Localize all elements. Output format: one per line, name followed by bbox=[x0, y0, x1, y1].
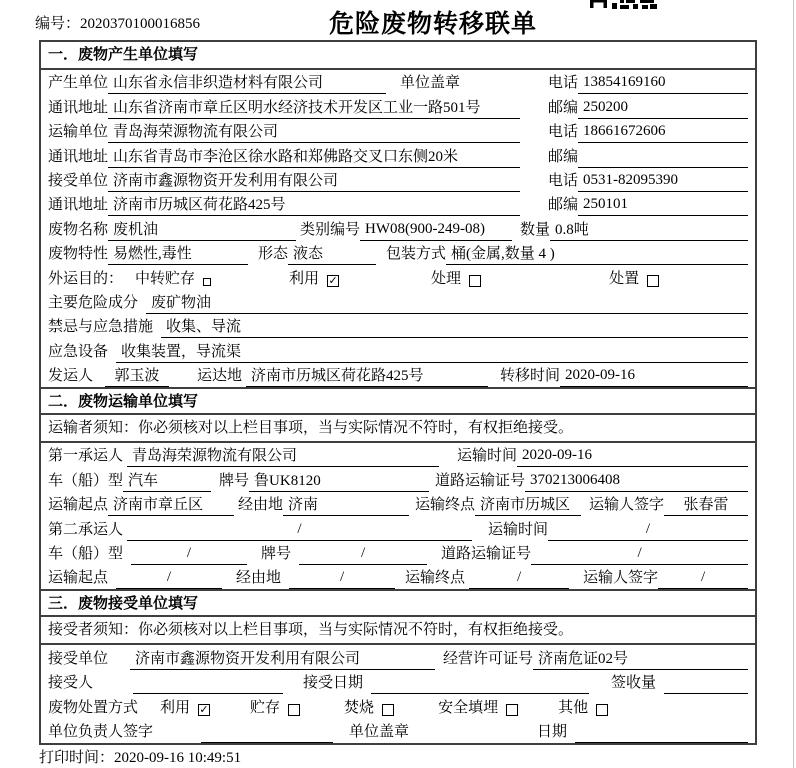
origin1-label: 运输起点 bbox=[48, 497, 109, 514]
transporter-phone-label: 电话 bbox=[547, 124, 578, 141]
transfer-time-value: 2020-09-16 bbox=[560, 367, 748, 387]
row-carrier-2 bbox=[41, 516, 755, 540]
sign-quantity-value bbox=[664, 674, 748, 694]
destination-value: 济南市历城区荷花路425号 bbox=[246, 364, 488, 387]
hazard-component-value: 废矿物油 bbox=[146, 291, 748, 314]
producer-zip-label: 邮编 bbox=[547, 99, 578, 116]
purpose-option-treat bbox=[431, 267, 481, 290]
receiver-phone-value: 0531-82095390 bbox=[578, 172, 748, 192]
print-time-value: 2020-09-16 10:49:51 bbox=[114, 750, 242, 766]
row-route-1 bbox=[41, 492, 755, 516]
plate1-value: 鲁UK8120 bbox=[249, 469, 429, 492]
end2-value: / bbox=[469, 569, 569, 589]
license-label: 经营许可证号 bbox=[443, 650, 534, 667]
row-transporter bbox=[41, 119, 755, 143]
sign2-label: 运输人签字 bbox=[583, 570, 659, 587]
page-title: 危险废物转移联单 bbox=[328, 11, 538, 38]
transport-time1-label: 运输时间 bbox=[457, 448, 518, 465]
packing-value: 桶(金属,数量 4 ) bbox=[446, 242, 748, 265]
transporter-zip-value bbox=[578, 148, 748, 168]
via1-value: 济南 bbox=[283, 493, 409, 516]
plate2-label: 牌号 bbox=[261, 546, 292, 563]
transporter-unit-value: 青岛海荣源物流有限公司 bbox=[108, 120, 520, 143]
purpose-treat-checkbox bbox=[469, 275, 481, 287]
carrier1-value: 青岛海荣源物流有限公司 bbox=[127, 444, 439, 467]
end2-label: 运输终点 bbox=[405, 570, 466, 587]
emergency-equipment-label: 应急设备 bbox=[48, 343, 109, 360]
vehicle1-value: 汽车 bbox=[123, 469, 211, 492]
acceptor-label: 接受人 bbox=[48, 675, 94, 692]
quantity-value: 0.8吨 bbox=[550, 218, 748, 241]
disposal-burn-label: 焚烧 bbox=[344, 699, 375, 716]
row-producer bbox=[41, 70, 755, 94]
accept-unit-value: 济南市鑫源物资开发利用有限公司 bbox=[130, 647, 435, 670]
row-transfer-purpose bbox=[41, 265, 755, 289]
plate1-label: 牌号 bbox=[219, 472, 250, 489]
carrier2-value: / bbox=[127, 521, 472, 541]
doc-number-label: 编号： bbox=[35, 16, 81, 32]
permit2-value: / bbox=[531, 545, 748, 565]
transporter-address-value: 山东省青岛市李沧区徐水路和郑佛路交叉口东侧20米 bbox=[108, 145, 520, 168]
category-code-value: HW08(900-249-08) bbox=[360, 221, 512, 241]
transport-time2-value: / bbox=[548, 521, 748, 541]
producer-unit-label: 产生单位 bbox=[48, 75, 109, 92]
receiver-address-value: 济南市历城区荷花路425号 bbox=[108, 193, 520, 216]
disposal-option-landfill bbox=[438, 696, 518, 719]
vehicle2-value: / bbox=[131, 545, 247, 565]
origin2-value: / bbox=[116, 569, 222, 589]
vehicle2-label: 车（船）型 bbox=[48, 546, 124, 563]
packing-label: 包装方式 bbox=[386, 246, 447, 263]
row-disposal-method bbox=[41, 694, 755, 718]
permit1-label: 道路运输证号 bbox=[435, 472, 526, 489]
form-value: 液态 bbox=[288, 242, 376, 265]
print-time-label: 打印时间： bbox=[39, 750, 115, 766]
purpose-dispose-checkbox bbox=[647, 275, 659, 287]
producer-unit-value: 山东省永信非织造材料有限公司 bbox=[108, 71, 386, 94]
vehicle1-label: 车（船）型 bbox=[48, 472, 124, 489]
row-carrier-1 bbox=[41, 443, 755, 467]
row-acceptor bbox=[41, 670, 755, 694]
sign1-label: 运输人签字 bbox=[589, 497, 665, 514]
acceptor-value bbox=[133, 674, 283, 694]
row-receiver bbox=[41, 168, 755, 192]
section-1-title: 一．废物产生单位填写 bbox=[41, 42, 755, 70]
transport-time1-value: 2020-09-16 bbox=[517, 447, 748, 467]
manifest-form bbox=[39, 40, 757, 745]
end1-label: 运输终点 bbox=[415, 497, 476, 514]
disposal-other-checkbox bbox=[596, 704, 608, 716]
date-value bbox=[575, 723, 748, 743]
leader-sign-value bbox=[201, 723, 333, 743]
shipper-value: 郭玉波 bbox=[105, 364, 169, 387]
row-leader-sign bbox=[41, 719, 755, 743]
row-producer-address bbox=[41, 94, 755, 118]
disposal-option-use bbox=[160, 696, 210, 719]
plate2-value: / bbox=[299, 545, 427, 565]
carrier1-label: 第一承运人 bbox=[48, 448, 124, 465]
receiver-zip-value: 250101 bbox=[578, 196, 748, 216]
unit-seal-label: 单位盖章 bbox=[400, 75, 461, 92]
receiver-unit-label: 接受单位 bbox=[48, 172, 109, 189]
receiver-zip-label: 邮编 bbox=[547, 197, 578, 214]
purpose-option-use bbox=[289, 267, 339, 290]
purpose-dispose-label: 处置 bbox=[609, 270, 640, 287]
row-transporter-address bbox=[41, 143, 755, 167]
doc-number-value: 2020370100016856 bbox=[80, 16, 201, 32]
row-route-2 bbox=[41, 565, 755, 589]
print-time bbox=[39, 746, 241, 767]
disposal-other-label: 其他 bbox=[558, 699, 589, 716]
via2-value: / bbox=[289, 569, 395, 589]
end1-value: 济南市历城区 bbox=[475, 493, 581, 516]
form-label: 形态 bbox=[258, 246, 289, 263]
transporter-phone-value: 18661672606 bbox=[578, 123, 748, 143]
disposal-use-label: 利用 bbox=[160, 699, 191, 716]
accept-date-value bbox=[371, 674, 589, 694]
destination-label: 运达地 bbox=[197, 368, 243, 385]
purpose-storage-label: 中转贮存 bbox=[135, 270, 196, 287]
via2-label: 经由地 bbox=[236, 570, 282, 587]
row-accept-unit bbox=[41, 645, 755, 669]
date-label: 日期 bbox=[537, 723, 568, 740]
producer-address-value: 山东省济南市章丘区明水经济技术开发区工业一路501号 bbox=[108, 96, 520, 119]
section-2-title: 二．废物运输单位填写 bbox=[41, 387, 755, 415]
purpose-option-dispose bbox=[609, 267, 659, 290]
receiver-unit-value: 济南市鑫源物资开发利用有限公司 bbox=[108, 169, 520, 192]
waste-character-value: 易燃性,毒性 bbox=[108, 242, 248, 265]
receiver-phone-label: 电话 bbox=[547, 172, 578, 189]
producer-phone-label: 电话 bbox=[547, 75, 578, 92]
waste-name-value: 废机油 bbox=[108, 218, 296, 241]
row-hazard-component bbox=[41, 290, 755, 314]
disposal-method-label: 废物处置方式 bbox=[48, 699, 139, 716]
origin1-value: 济南市章丘区 bbox=[108, 493, 234, 516]
waste-name-label: 废物名称 bbox=[48, 221, 109, 238]
purpose-use-checkbox: ✓ bbox=[328, 273, 338, 287]
sign2-value: / bbox=[658, 569, 748, 589]
row-waste-name bbox=[41, 216, 755, 240]
quantity-label: 数量 bbox=[520, 221, 551, 238]
license-value: 济南危证02号 bbox=[533, 647, 748, 670]
accept-unit-label: 接受单位 bbox=[48, 650, 109, 667]
row-shipper bbox=[41, 363, 755, 387]
sign-quantity-label: 签收量 bbox=[611, 675, 657, 692]
disposal-option-other bbox=[558, 696, 608, 719]
row-waste-character bbox=[41, 241, 755, 265]
transporter-address-label: 通讯地址 bbox=[48, 148, 109, 165]
disposal-burn-checkbox bbox=[382, 704, 394, 716]
section-3-title: 三．废物接受单位填写 bbox=[41, 589, 755, 617]
page-right-edge bbox=[793, 0, 794, 768]
purpose-option-storage bbox=[135, 267, 211, 290]
disposal-store-checkbox bbox=[288, 704, 300, 716]
origin2-label: 运输起点 bbox=[48, 570, 109, 587]
purpose-treat-label: 处理 bbox=[431, 270, 462, 287]
transfer-time-label: 转移时间 bbox=[500, 368, 561, 385]
receiver-address-label: 通讯地址 bbox=[48, 197, 109, 214]
qr-code-partial-icon bbox=[590, 0, 702, 9]
disposal-landfill-checkbox bbox=[506, 704, 518, 716]
sign1-value: 张春雷 bbox=[664, 493, 748, 516]
row-receiver-address bbox=[41, 192, 755, 216]
producer-phone-value: 13854169160 bbox=[578, 74, 748, 94]
purpose-storage-checkbox bbox=[203, 278, 211, 286]
shipper-label: 发运人 bbox=[48, 368, 94, 385]
transporter-zip-label: 邮编 bbox=[547, 148, 578, 165]
transporter-notice: 运输者须知：你必须核对以上栏目事项，当与实际情况不符时，有权拒绝接受。 bbox=[41, 415, 755, 443]
transport-time2-label: 运输时间 bbox=[488, 521, 549, 538]
carrier2-label: 第二承运人 bbox=[48, 521, 124, 538]
unit-seal2-label: 单位盖章 bbox=[349, 723, 410, 740]
row-emergency-equipment bbox=[41, 338, 755, 362]
emergency-equipment-value: 收集装置，导流渠 bbox=[116, 340, 748, 363]
taboo-measures-label: 禁忌与应急措施 bbox=[48, 319, 154, 336]
leader-sign-label: 单位负责人签字 bbox=[48, 723, 154, 740]
accept-date-label: 接受日期 bbox=[303, 675, 364, 692]
disposal-use-checkbox: ✓ bbox=[199, 702, 209, 716]
receiver-notice: 接受者须知：你必须核对以上栏目事项，当与实际情况不符时，有权拒绝接受。 bbox=[41, 617, 755, 645]
row-vehicle-1 bbox=[41, 467, 755, 491]
page-header bbox=[0, 0, 796, 40]
producer-address-label: 通讯地址 bbox=[48, 99, 109, 116]
disposal-option-burn bbox=[344, 696, 394, 719]
disposal-landfill-label: 安全填埋 bbox=[438, 699, 499, 716]
waste-character-label: 废物特性 bbox=[48, 246, 109, 263]
disposal-store-label: 贮存 bbox=[250, 699, 281, 716]
disposal-option-store bbox=[250, 696, 300, 719]
purpose-use-label: 利用 bbox=[289, 270, 320, 287]
permit2-label: 道路运输证号 bbox=[441, 546, 532, 563]
transfer-purpose-label: 外运目的： bbox=[48, 270, 124, 287]
doc-number bbox=[35, 12, 200, 33]
taboo-measures-value: 收集、导流 bbox=[161, 315, 748, 338]
via1-label: 经由地 bbox=[238, 497, 284, 514]
permit1-value: 370213006408 bbox=[525, 472, 748, 492]
hazard-component-label: 主要危险成分 bbox=[48, 294, 139, 311]
row-taboo-measures bbox=[41, 314, 755, 338]
producer-zip-value: 250200 bbox=[578, 99, 748, 119]
category-code-label: 类别编号 bbox=[300, 221, 361, 238]
transporter-unit-label: 运输单位 bbox=[48, 124, 109, 141]
row-vehicle-2 bbox=[41, 541, 755, 565]
